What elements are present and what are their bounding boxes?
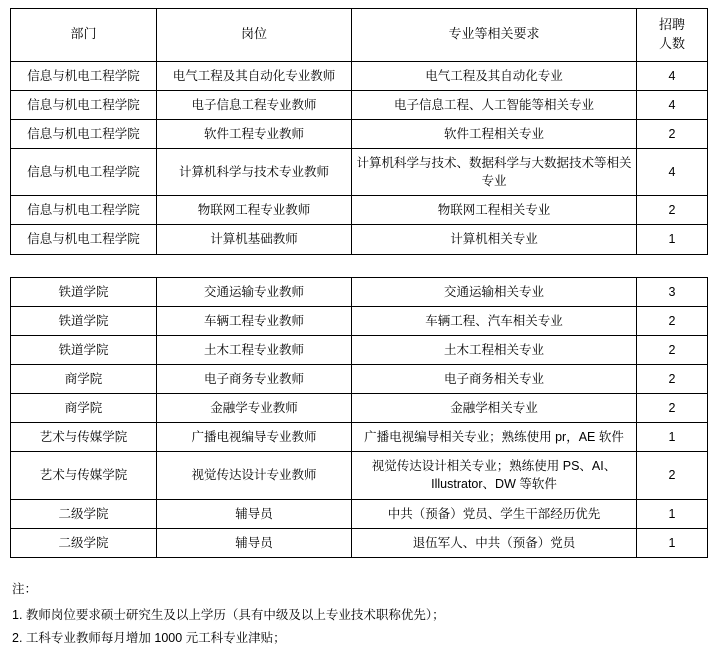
cell-dept: 铁道学院 xyxy=(11,277,157,306)
cell-dept: 信息与机电工程学院 xyxy=(11,196,157,225)
note-item: 2. 工科专业教师每月增加 1000 元工科专业津贴； xyxy=(12,631,286,646)
cell-post: 视觉传达设计专业教师 xyxy=(157,452,352,499)
cell-dept: 信息与机电工程学院 xyxy=(11,119,157,148)
header-post: 岗位 xyxy=(157,9,352,62)
table-row xyxy=(11,225,708,254)
cell-dept: 铁道学院 xyxy=(11,306,157,335)
cell-dept: 艺术与传媒学院 xyxy=(11,452,157,499)
table-row xyxy=(11,423,708,452)
table-row xyxy=(11,196,708,225)
cell-count: 2 xyxy=(637,196,708,225)
cell-dept: 信息与机电工程学院 xyxy=(11,90,157,119)
cell-requirements: 退伍军人、中共（预备）党员 xyxy=(352,528,637,557)
cell-count: 3 xyxy=(637,277,708,306)
cell-post: 土木工程专业教师 xyxy=(157,335,352,364)
header-dept: 部门 xyxy=(11,9,157,62)
cell-post: 软件工程专业教师 xyxy=(157,119,352,148)
cell-post: 交通运输专业教师 xyxy=(157,277,352,306)
cell-dept: 艺术与传媒学院 xyxy=(11,423,157,452)
header-count-line2: 人数 xyxy=(658,35,685,51)
cell-requirements: 软件工程相关专业 xyxy=(352,119,637,148)
cell-count: 1 xyxy=(637,423,708,452)
table-row xyxy=(11,119,708,148)
cell-post: 金融学专业教师 xyxy=(157,394,352,423)
cell-count: 2 xyxy=(637,452,708,499)
cell-dept: 商学院 xyxy=(11,364,157,393)
cell-dept: 信息与机电工程学院 xyxy=(11,225,157,254)
cell-post: 辅导员 xyxy=(157,528,352,557)
table-row xyxy=(11,277,708,306)
table-row xyxy=(11,149,708,196)
notes-title: 注： xyxy=(12,581,38,596)
cell-requirements: 中共（预备）党员、学生干部经历优先 xyxy=(352,499,637,528)
cell-post: 辅导员 xyxy=(157,499,352,528)
table-bottom-body xyxy=(11,277,708,557)
cell-requirements: 计算机相关专业 xyxy=(352,225,637,254)
cell-post: 计算机基础教师 xyxy=(157,225,352,254)
table-row xyxy=(11,528,708,557)
table-row xyxy=(11,90,708,119)
cell-count: 2 xyxy=(637,335,708,364)
cell-count: 4 xyxy=(637,149,708,196)
cell-count: 2 xyxy=(637,394,708,423)
cell-post: 车辆工程专业教师 xyxy=(157,306,352,335)
cell-requirements: 电子商务相关专业 xyxy=(352,364,637,393)
cell-requirements: 视觉传达设计相关专业；熟练使用 PS、AI、Illustrator、DW 等软件 xyxy=(352,452,637,499)
table-top-body xyxy=(11,61,708,254)
cell-requirements: 电子信息工程、人工智能等相关专业 xyxy=(352,90,637,119)
table-header-row xyxy=(11,9,708,62)
cell-dept: 二级学院 xyxy=(11,499,157,528)
cell-post: 计算机科学与技术专业教师 xyxy=(157,149,352,196)
notes-section xyxy=(10,578,707,651)
cell-requirements: 电气工程及其自动化专业 xyxy=(352,61,637,90)
cell-count: 1 xyxy=(637,499,708,528)
note-item: 1. 教师岗位要求硕士研究生及以上学历（具有中级及以上专业技术职称优先）； xyxy=(12,607,445,622)
cell-dept: 信息与机电工程学院 xyxy=(11,61,157,90)
table-gap xyxy=(10,255,707,277)
cell-dept: 铁道学院 xyxy=(11,335,157,364)
header-count xyxy=(637,9,708,62)
cell-count: 1 xyxy=(637,225,708,254)
table-row xyxy=(11,394,708,423)
cell-requirements: 广播电视编导相关专业；熟练使用 pr，AE 软件 xyxy=(352,423,637,452)
cell-post: 电子信息工程专业教师 xyxy=(157,90,352,119)
table-row xyxy=(11,61,708,90)
table-row xyxy=(11,452,708,499)
cell-dept: 信息与机电工程学院 xyxy=(11,149,157,196)
header-requirements: 专业等相关要求 xyxy=(352,9,637,62)
cell-count: 4 xyxy=(637,90,708,119)
cell-requirements: 交通运输相关专业 xyxy=(352,277,637,306)
cell-count: 1 xyxy=(637,528,708,557)
cell-requirements: 物联网工程相关专业 xyxy=(352,196,637,225)
cell-requirements: 土木工程相关专业 xyxy=(352,335,637,364)
table-row xyxy=(11,306,708,335)
recruitment-table-bottom xyxy=(10,277,708,558)
table-row xyxy=(11,364,708,393)
table-row xyxy=(11,335,708,364)
cell-post: 电气工程及其自动化专业教师 xyxy=(157,61,352,90)
cell-count: 2 xyxy=(637,119,708,148)
cell-post: 广播电视编导专业教师 xyxy=(157,423,352,452)
cell-post: 物联网工程专业教师 xyxy=(157,196,352,225)
table-row xyxy=(11,499,708,528)
cell-dept: 二级学院 xyxy=(11,528,157,557)
cell-post: 电子商务专业教师 xyxy=(157,364,352,393)
cell-dept: 商学院 xyxy=(11,394,157,423)
cell-requirements: 计算机科学与技术、数据科学与大数据技术等相关专业 xyxy=(352,149,637,196)
cell-count: 2 xyxy=(637,306,708,335)
cell-count: 4 xyxy=(637,61,708,90)
header-count-line1: 招聘 xyxy=(658,17,685,32)
cell-requirements: 金融学相关专业 xyxy=(352,394,637,423)
cell-count: 2 xyxy=(637,364,708,393)
cell-requirements: 车辆工程、汽车相关专业 xyxy=(352,306,637,335)
recruitment-table-top xyxy=(10,8,708,255)
